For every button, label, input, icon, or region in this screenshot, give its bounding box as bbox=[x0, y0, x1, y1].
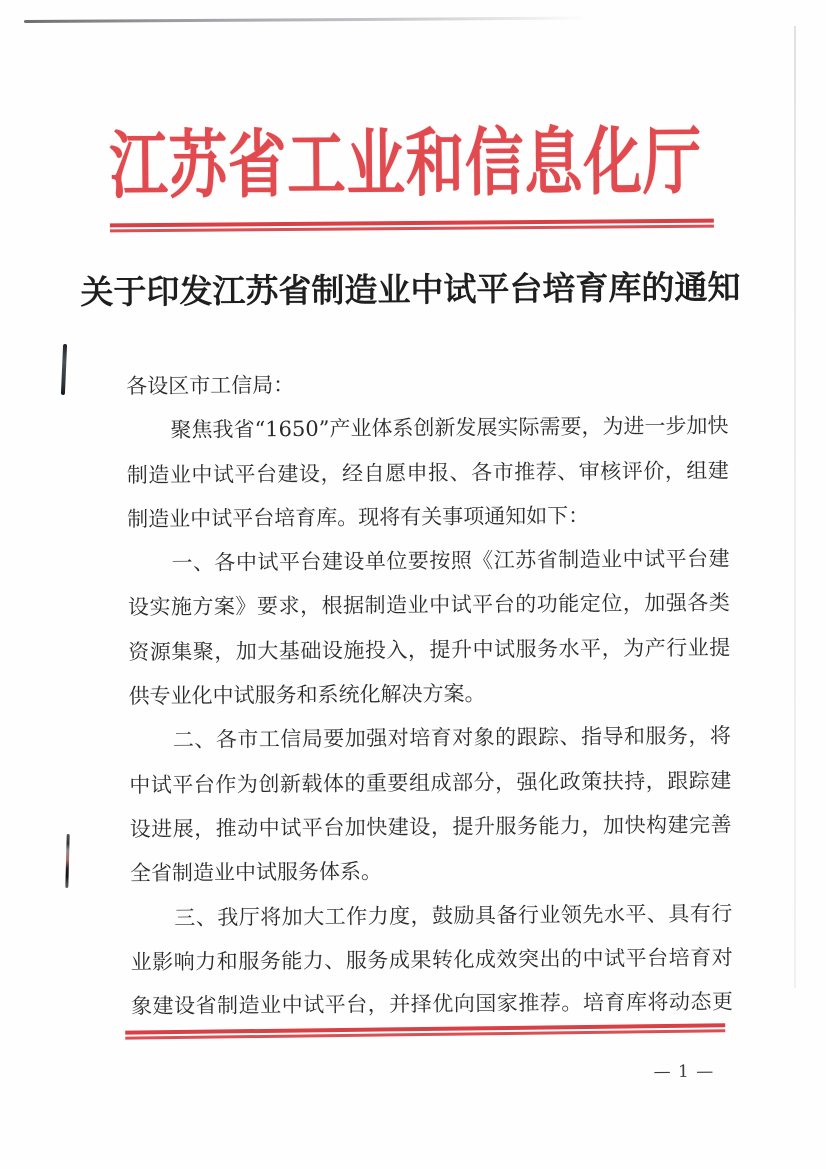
document-line: 业影响力和服务能力、服务成果转化成效突出的中试平台培育对 bbox=[130, 945, 733, 975]
document-line: 中试平台作为创新载体的重要组成部分，强化政策扶持，跟踪建 bbox=[129, 768, 732, 797]
header-rule bbox=[110, 219, 714, 233]
document-line: 设实施方案》要求，根据制造业中试平台的功能定位，加强各类 bbox=[127, 591, 730, 620]
document-line: 资源集聚，加大基础设施投入，提升中试服务水平，为产行业提 bbox=[128, 635, 731, 665]
document-body bbox=[126, 360, 733, 1029]
agency-header-text: 江苏省工业和信息化厅 bbox=[109, 118, 703, 210]
document-line: 三、我厅将加大工作力度，鼓励具备行业领先水平、具有行 bbox=[174, 901, 733, 930]
document-title: 关于印发江苏省制造业中试平台培育库的通知 bbox=[80, 267, 741, 312]
document-line: 制造业中试平台建设，经自愿申报、各市推荐、审核评价，组建 bbox=[126, 458, 729, 487]
document-line: 二、各市工信局要加强对培育对象的跟踪、指导和服务，将 bbox=[172, 723, 732, 753]
document-line: 全省制造业中试服务体系。 bbox=[129, 859, 383, 886]
document-line: 聚焦我省“1650”产业体系创新发展实际需要，为进一步加快 bbox=[170, 413, 729, 443]
document-line: 一、各中试平台建设单位要按照《江苏省制造业中试平台建 bbox=[171, 546, 730, 576]
document-line: 制造业中试平台培育库。现将有关事项通知如下： bbox=[127, 503, 590, 532]
document-line: 象建设省制造业中试平台，并择优向国家推荐。培育库将动态更 bbox=[130, 989, 734, 1019]
document-line: 供专业化中试服务和系统化解决方案。 bbox=[128, 681, 486, 709]
page-number: — 1 — bbox=[653, 1061, 715, 1083]
document-line: 设进展，推动中试平台加快建设，提升服务能力，加快构建完善 bbox=[129, 812, 732, 842]
document-line: 各设区市工信局： bbox=[126, 372, 295, 399]
agency-header bbox=[109, 118, 714, 210]
